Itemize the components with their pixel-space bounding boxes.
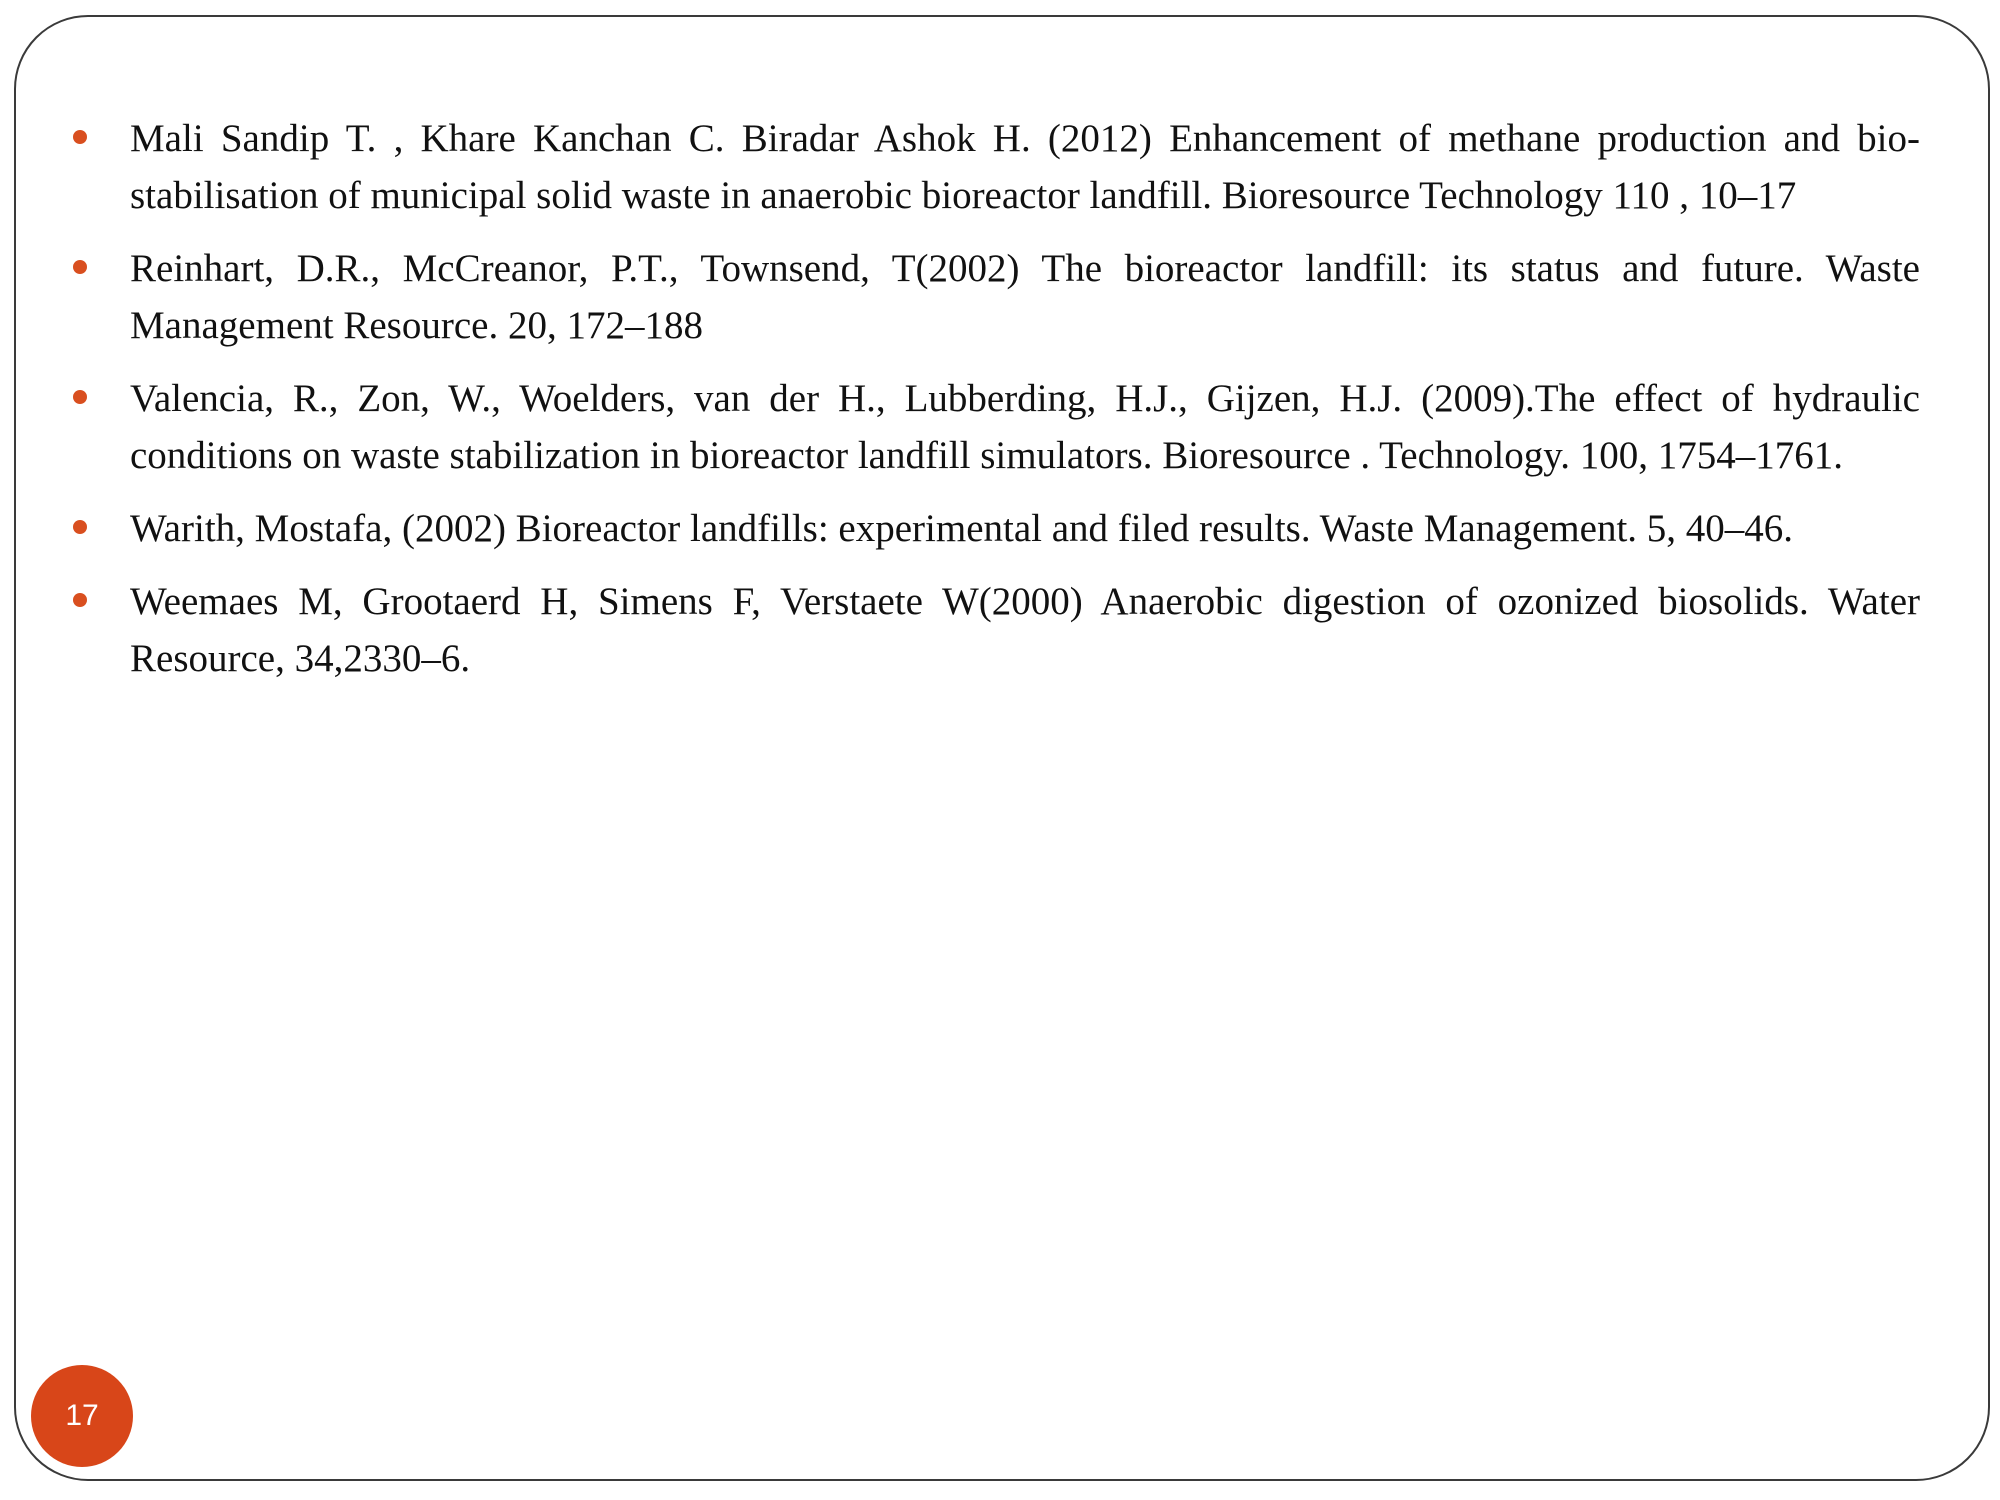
bullet-icon xyxy=(73,593,87,607)
reference-item xyxy=(130,573,1920,687)
reference-item xyxy=(130,110,1920,224)
bullet-icon xyxy=(73,520,87,534)
reference-text: Warith, Mostafa, (2002) Bioreactor landfills: experimental and filed results. Waste Management. 5, 40–46. xyxy=(130,507,1794,550)
reference-text: Valencia, R., Zon, W., Woelders, van der H., Lubberding, H.J., Gijzen, H.J. (2009).The effect of hydraulic conditions on waste stabilization in bioreactor landfill simulators. Bioresource . Technology. 100, 1754–1761. xyxy=(130,377,1920,477)
reference-text: Weemaes M, Grootaerd H, Simens F, Verstaete W(2000) Anaerobic digestion of ozonized biosolids. Water Resource, 34,2330–6. xyxy=(130,580,1920,680)
bullet-icon xyxy=(73,130,87,144)
reference-item xyxy=(130,240,1920,354)
reference-item xyxy=(130,370,1920,484)
reference-list xyxy=(130,110,1920,703)
reference-item xyxy=(130,500,1920,557)
bullet-icon xyxy=(73,260,87,274)
page-number: 17 xyxy=(65,1399,99,1432)
page-number-badge xyxy=(31,1365,133,1467)
reference-text: Mali Sandip T. , Khare Kanchan C. Biradar Ashok H. (2012) Enhancement of methane production and bio-stabilisation of municipal solid waste in anaerobic bioreactor landfill. Bioresource Technology 110 , 10–17 xyxy=(130,117,1920,217)
bullet-icon xyxy=(73,390,87,404)
reference-text: Reinhart, D.R., McCreanor, P.T., Townsend, T(2002) The bioreactor landfill: its status and future. Waste Management Resource. 20, 172–188 xyxy=(130,247,1920,347)
